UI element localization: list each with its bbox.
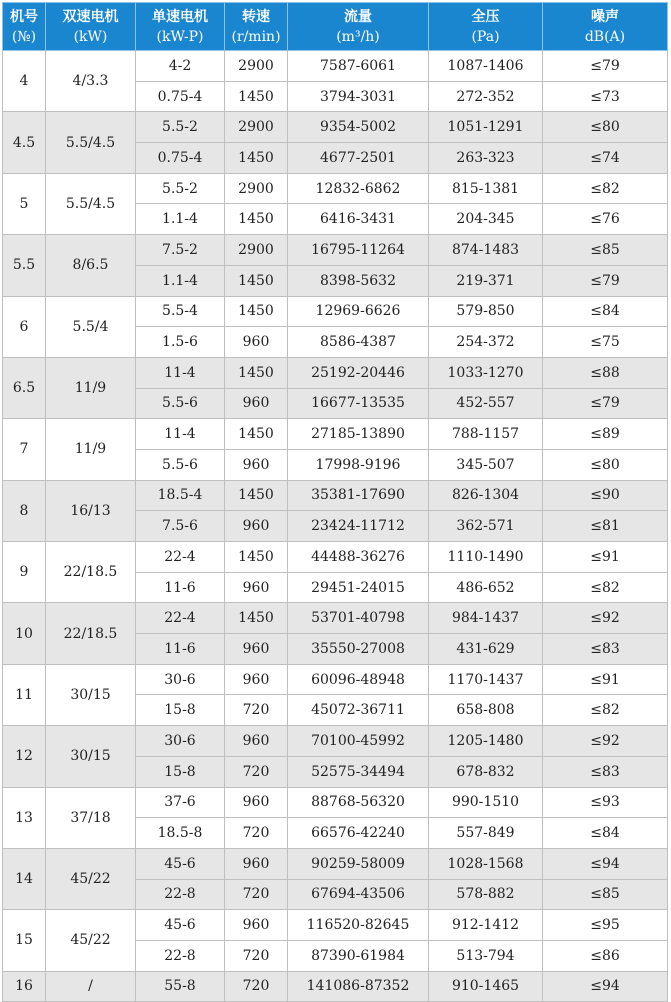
cell-total-pressure: 788-1157 [429, 419, 543, 450]
cell-flow: 4677-2501 [288, 143, 429, 174]
cell-dual-speed-motor: 5.5/4.5 [46, 173, 136, 234]
cell-single-speed-motor: 11-4 [136, 357, 225, 388]
cell-total-pressure: 1028-1568 [429, 848, 543, 879]
table-row [3, 480, 668, 511]
cell-single-speed-motor: 1.1-4 [136, 204, 225, 235]
header-speed: 转速 (r/min) [225, 3, 288, 51]
cell-total-pressure: 578-882 [429, 879, 543, 910]
cell-flow: 29451-24015 [288, 572, 429, 603]
cell-speed: 1450 [225, 357, 288, 388]
cell-dual-speed-motor: 37/18 [46, 787, 136, 848]
header-machine-no: 机号 (№) [3, 3, 46, 51]
cell-machine-no: 5.5 [3, 235, 46, 296]
fan-spec-table [2, 2, 668, 1002]
cell-noise: ≤85 [543, 879, 668, 910]
cell-noise: ≤85 [543, 235, 668, 266]
cell-flow: 12832-6862 [288, 173, 429, 204]
cell-flow: 16795-11264 [288, 235, 429, 266]
cell-noise: ≤86 [543, 940, 668, 971]
table-row [3, 173, 668, 204]
cell-machine-no: 11 [3, 664, 46, 725]
cell-dual-speed-motor: 45/22 [46, 910, 136, 971]
cell-machine-no: 10 [3, 603, 46, 664]
cell-flow: 116520-82645 [288, 910, 429, 941]
cell-flow: 35381-17690 [288, 480, 429, 511]
cell-flow: 6416-3431 [288, 204, 429, 235]
cell-flow: 45072-36711 [288, 695, 429, 726]
cell-single-speed-motor: 15-8 [136, 756, 225, 787]
cell-total-pressure: 984-1437 [429, 603, 543, 634]
header-flow: 流量 (m³/h) [288, 3, 429, 51]
cell-flow: 66576-42240 [288, 818, 429, 849]
cell-dual-speed-motor: 45/22 [46, 848, 136, 909]
cell-noise: ≤94 [543, 971, 668, 1002]
table-row [3, 296, 668, 327]
cell-speed: 720 [225, 971, 288, 1002]
cell-machine-no: 5 [3, 173, 46, 234]
cell-noise: ≤80 [543, 112, 668, 143]
table-row [3, 848, 668, 879]
cell-noise: ≤91 [543, 664, 668, 695]
cell-speed: 720 [225, 879, 288, 910]
cell-flow: 16677-13535 [288, 388, 429, 419]
table-row [3, 542, 668, 573]
cell-single-speed-motor: 5.5-2 [136, 173, 225, 204]
cell-noise: ≤82 [543, 695, 668, 726]
cell-total-pressure: 826-1304 [429, 480, 543, 511]
cell-machine-no: 15 [3, 910, 46, 971]
spec-table-container [2, 2, 668, 1002]
cell-total-pressure: 1170-1437 [429, 664, 543, 695]
cell-speed: 2900 [225, 51, 288, 82]
cell-single-speed-motor: 0.75-4 [136, 81, 225, 112]
cell-total-pressure: 579-850 [429, 296, 543, 327]
cell-single-speed-motor: 22-4 [136, 603, 225, 634]
cell-machine-no: 4.5 [3, 112, 46, 173]
cell-noise: ≤88 [543, 357, 668, 388]
cell-dual-speed-motor: 30/15 [46, 726, 136, 787]
table-row [3, 726, 668, 757]
cell-speed: 1450 [225, 419, 288, 450]
cell-flow: 67694-43506 [288, 879, 429, 910]
cell-speed: 1450 [225, 265, 288, 296]
table-row [3, 971, 668, 1002]
cell-single-speed-motor: 4-2 [136, 51, 225, 82]
cell-single-speed-motor: 37-6 [136, 787, 225, 818]
cell-machine-no: 4 [3, 51, 46, 112]
cell-single-speed-motor: 30-6 [136, 726, 225, 757]
cell-single-speed-motor: 22-8 [136, 879, 225, 910]
cell-total-pressure: 557-849 [429, 818, 543, 849]
cell-dual-speed-motor: 30/15 [46, 664, 136, 725]
cell-noise: ≤80 [543, 449, 668, 480]
cell-total-pressure: 1033-1270 [429, 357, 543, 388]
header-dual-speed-motor: 双速电机 (kW) [46, 3, 136, 51]
cell-dual-speed-motor: 22/18.5 [46, 603, 136, 664]
cell-speed: 1450 [225, 204, 288, 235]
cell-speed: 960 [225, 449, 288, 480]
cell-single-speed-motor: 5.5-6 [136, 388, 225, 419]
cell-noise: ≤82 [543, 173, 668, 204]
cell-single-speed-motor: 18.5-4 [136, 480, 225, 511]
table-row [3, 603, 668, 634]
cell-single-speed-motor: 5.5-6 [136, 449, 225, 480]
cell-noise: ≤75 [543, 327, 668, 358]
cell-dual-speed-motor: 4/3.3 [46, 51, 136, 112]
cell-single-speed-motor: 30-6 [136, 664, 225, 695]
cell-noise: ≤92 [543, 603, 668, 634]
cell-machine-no: 14 [3, 848, 46, 909]
cell-speed: 960 [225, 327, 288, 358]
cell-noise: ≤76 [543, 204, 668, 235]
cell-speed: 960 [225, 787, 288, 818]
cell-speed: 1450 [225, 81, 288, 112]
cell-noise: ≤81 [543, 511, 668, 542]
table-row [3, 112, 668, 143]
cell-speed: 960 [225, 910, 288, 941]
cell-dual-speed-motor: 11/9 [46, 357, 136, 418]
cell-speed: 720 [225, 818, 288, 849]
cell-speed: 2900 [225, 173, 288, 204]
table-row [3, 910, 668, 941]
cell-noise: ≤95 [543, 910, 668, 941]
cell-machine-no: 13 [3, 787, 46, 848]
cell-single-speed-motor: 11-6 [136, 572, 225, 603]
cell-dual-speed-motor: 8/6.5 [46, 235, 136, 296]
cell-flow: 12969-6626 [288, 296, 429, 327]
cell-flow: 8586-4387 [288, 327, 429, 358]
cell-machine-no: 6.5 [3, 357, 46, 418]
cell-single-speed-motor: 0.75-4 [136, 143, 225, 174]
cell-speed: 1450 [225, 603, 288, 634]
cell-speed: 720 [225, 756, 288, 787]
table-row [3, 51, 668, 82]
cell-flow: 3794-3031 [288, 81, 429, 112]
cell-total-pressure: 678-832 [429, 756, 543, 787]
cell-dual-speed-motor: 22/18.5 [46, 542, 136, 603]
cell-total-pressure: 263-323 [429, 143, 543, 174]
cell-speed: 1450 [225, 143, 288, 174]
cell-single-speed-motor: 45-6 [136, 848, 225, 879]
cell-flow: 60096-48948 [288, 664, 429, 695]
cell-total-pressure: 1205-1480 [429, 726, 543, 757]
table-row [3, 235, 668, 266]
cell-total-pressure: 452-557 [429, 388, 543, 419]
cell-total-pressure: 815-1381 [429, 173, 543, 204]
cell-dual-speed-motor: 11/9 [46, 419, 136, 480]
cell-speed: 960 [225, 664, 288, 695]
cell-machine-no: 9 [3, 542, 46, 603]
cell-total-pressure: 486-652 [429, 572, 543, 603]
cell-single-speed-motor: 5.5-4 [136, 296, 225, 327]
cell-flow: 17998-9196 [288, 449, 429, 480]
cell-speed: 720 [225, 695, 288, 726]
cell-single-speed-motor: 45-6 [136, 910, 225, 941]
cell-speed: 960 [225, 726, 288, 757]
cell-flow: 141086-87352 [288, 971, 429, 1002]
cell-total-pressure: 362-571 [429, 511, 543, 542]
cell-single-speed-motor: 55-8 [136, 971, 225, 1002]
cell-machine-no: 8 [3, 480, 46, 541]
cell-noise: ≤79 [543, 265, 668, 296]
cell-total-pressure: 345-507 [429, 449, 543, 480]
cell-noise: ≤89 [543, 419, 668, 450]
cell-total-pressure: 204-345 [429, 204, 543, 235]
cell-noise: ≤79 [543, 51, 668, 82]
cell-flow: 52575-34494 [288, 756, 429, 787]
cell-noise: ≤83 [543, 634, 668, 665]
cell-single-speed-motor: 1.5-6 [136, 327, 225, 358]
cell-flow: 88768-56320 [288, 787, 429, 818]
cell-dual-speed-motor: / [46, 971, 136, 1002]
cell-noise: ≤93 [543, 787, 668, 818]
cell-noise: ≤83 [543, 756, 668, 787]
cell-single-speed-motor: 15-8 [136, 695, 225, 726]
cell-single-speed-motor: 11-4 [136, 419, 225, 450]
cell-dual-speed-motor: 5.5/4 [46, 296, 136, 357]
cell-speed: 1450 [225, 480, 288, 511]
cell-total-pressure: 912-1412 [429, 910, 543, 941]
cell-machine-no: 6 [3, 296, 46, 357]
cell-single-speed-motor: 22-4 [136, 542, 225, 573]
table-row [3, 419, 668, 450]
cell-total-pressure: 658-808 [429, 695, 543, 726]
cell-flow: 23424-11712 [288, 511, 429, 542]
table-row [3, 357, 668, 388]
cell-single-speed-motor: 11-6 [136, 634, 225, 665]
cell-noise: ≤91 [543, 542, 668, 573]
cell-speed: 1450 [225, 542, 288, 573]
cell-flow: 25192-20446 [288, 357, 429, 388]
cell-total-pressure: 874-1483 [429, 235, 543, 266]
cell-machine-no: 7 [3, 419, 46, 480]
cell-flow: 90259-58009 [288, 848, 429, 879]
cell-flow: 9354-5002 [288, 112, 429, 143]
table-row [3, 787, 668, 818]
cell-speed: 960 [225, 511, 288, 542]
cell-noise: ≤94 [543, 848, 668, 879]
cell-flow: 87390-61984 [288, 940, 429, 971]
header-total-pressure: 全压 (Pa) [429, 3, 543, 51]
cell-flow: 53701-40798 [288, 603, 429, 634]
cell-total-pressure: 910-1465 [429, 971, 543, 1002]
cell-single-speed-motor: 18.5-8 [136, 818, 225, 849]
cell-speed: 1450 [225, 296, 288, 327]
cell-flow: 35550-27008 [288, 634, 429, 665]
cell-noise: ≤90 [543, 480, 668, 511]
cell-single-speed-motor: 22-8 [136, 940, 225, 971]
cell-speed: 960 [225, 848, 288, 879]
table-body [3, 51, 668, 1002]
header-single-speed-motor: 单速电机 (kW-P) [136, 3, 225, 51]
cell-total-pressure: 254-372 [429, 327, 543, 358]
cell-flow: 7587-6061 [288, 51, 429, 82]
cell-speed: 960 [225, 388, 288, 419]
cell-speed: 960 [225, 634, 288, 665]
cell-flow: 44488-36276 [288, 542, 429, 573]
cell-total-pressure: 513-794 [429, 940, 543, 971]
cell-speed: 2900 [225, 112, 288, 143]
cell-noise: ≤79 [543, 388, 668, 419]
cell-speed: 2900 [225, 235, 288, 266]
cell-total-pressure: 1087-1406 [429, 51, 543, 82]
header-noise: 噪声 dB(A) [543, 3, 668, 51]
cell-flow: 27185-13890 [288, 419, 429, 450]
cell-single-speed-motor: 5.5-2 [136, 112, 225, 143]
table-row [3, 664, 668, 695]
cell-machine-no: 16 [3, 971, 46, 1002]
cell-total-pressure: 990-1510 [429, 787, 543, 818]
cell-dual-speed-motor: 16/13 [46, 480, 136, 541]
cell-noise: ≤92 [543, 726, 668, 757]
cell-speed: 960 [225, 572, 288, 603]
cell-single-speed-motor: 1.1-4 [136, 265, 225, 296]
cell-total-pressure: 272-352 [429, 81, 543, 112]
cell-total-pressure: 431-629 [429, 634, 543, 665]
cell-machine-no: 12 [3, 726, 46, 787]
cell-dual-speed-motor: 5.5/4.5 [46, 112, 136, 173]
cell-noise: ≤84 [543, 818, 668, 849]
cell-flow: 70100-45992 [288, 726, 429, 757]
cell-noise: ≤82 [543, 572, 668, 603]
header-row [3, 3, 668, 51]
cell-total-pressure: 1051-1291 [429, 112, 543, 143]
cell-flow: 8398-5632 [288, 265, 429, 296]
cell-noise: ≤74 [543, 143, 668, 174]
cell-noise: ≤84 [543, 296, 668, 327]
cell-single-speed-motor: 7.5-6 [136, 511, 225, 542]
cell-noise: ≤73 [543, 81, 668, 112]
cell-single-speed-motor: 7.5-2 [136, 235, 225, 266]
cell-total-pressure: 1110-1490 [429, 542, 543, 573]
cell-speed: 720 [225, 940, 288, 971]
cell-total-pressure: 219-371 [429, 265, 543, 296]
